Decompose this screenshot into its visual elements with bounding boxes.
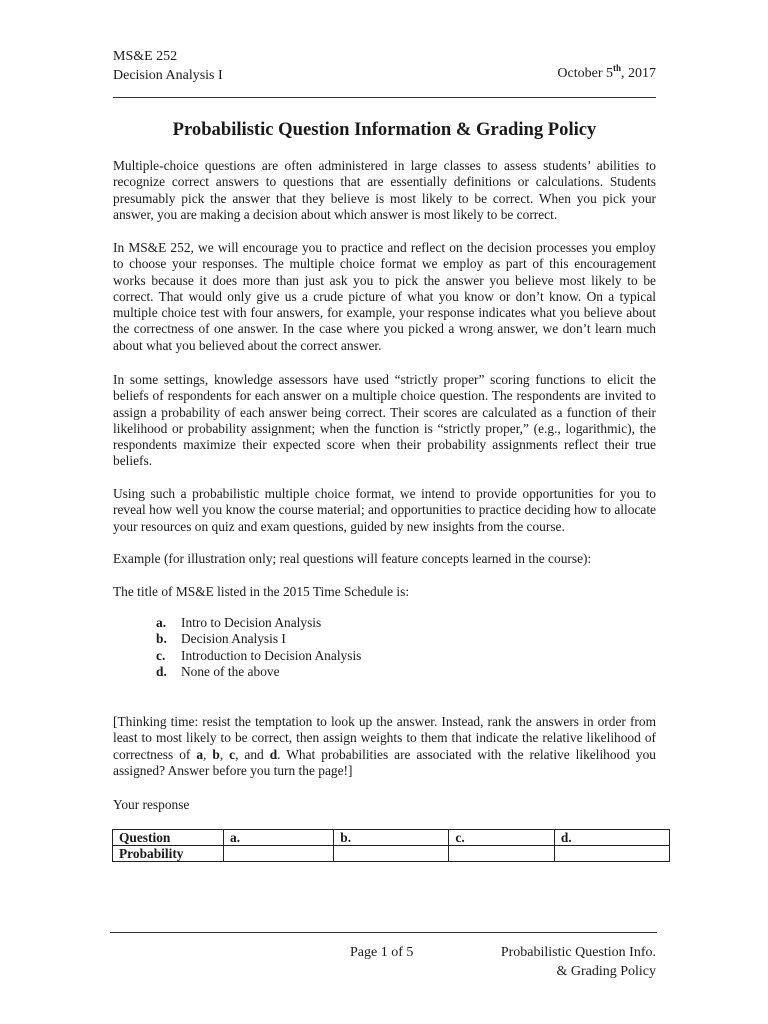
thinking-text-1: [Thinking time: resist the temptation to look up the answer. Instead, rank the answers in order from least to most likely to be correct, then assign weights to them that indicate the relative likelihood of correctness of — [113, 714, 656, 762]
choice-item — [156, 615, 556, 631]
table-row-probability — [113, 846, 670, 862]
paragraph-thinking-time — [113, 714, 656, 779]
thinking-letter-b: b — [212, 746, 220, 762]
footer-doc-title-line-2: & Grading Policy — [556, 964, 656, 979]
response-table — [112, 829, 670, 862]
question-text: The title of MS&E listed in the 2015 Time Schedule is: — [113, 584, 410, 599]
column-header-b: b. — [334, 830, 449, 846]
choice-text: Introduction to Decision Analysis — [181, 647, 362, 663]
footer-doc-title — [501, 943, 656, 981]
choice-item — [156, 631, 556, 647]
paragraph-format: Using such a probabilistic multiple choice format, we intend to provide opportunities for you to reveal how well you know the course material; and opportunities to practice deciding how to allocate your resources on quiz and exam questions, guided by new insights from the course. — [113, 486, 656, 534]
choice-text: None of the above — [181, 663, 280, 679]
choice-text: Decision Analysis I — [181, 631, 286, 647]
date-month-day: October 5 — [557, 66, 613, 81]
date-year: , 2017 — [621, 66, 656, 81]
your-response-label: Your response — [113, 797, 190, 812]
footer-divider — [110, 932, 657, 933]
probability-cell-a[interactable] — [224, 846, 334, 862]
probability-cell-c[interactable] — [449, 846, 554, 862]
probability-cell-b[interactable] — [334, 846, 449, 862]
choice-letter: c. — [156, 647, 166, 663]
thinking-letter-c: c — [229, 746, 236, 762]
document-title: Probabilistic Question Information & Grading Policy — [172, 119, 597, 140]
choice-letter: b. — [156, 631, 167, 647]
question-label-cell: Question — [113, 830, 224, 846]
choice-letter: d. — [156, 663, 167, 679]
thinking-text-2: . What probabilities are associated with the relative likelihood you assigned? Answer before you turn the page!] — [113, 746, 657, 778]
choice-item — [156, 648, 556, 664]
course-title: Decision Analysis I — [113, 68, 223, 83]
header-date — [557, 64, 656, 83]
thinking-sep-2: , — [219, 746, 230, 762]
answer-choices — [156, 615, 556, 680]
header-course-block — [113, 47, 413, 85]
paragraph-intro: Multiple-choice questions are often administered in large classes to assess students’ abilities to recognize correct answers to questions that are essentially definitions or calculations. Students presumably pick the answer that they believe is most likely to be correct. When you pick your answer, you are making a decision about which answer is most likely to be correct. — [113, 158, 656, 222]
paragraph-mse252: In MS&E 252, we will encourage you to practice and reflect on the decision processes you employ to choose your responses. The multiple choice format we employ as part of this encouragement works because it does more than just ask you to pick the answer you believe most likely to be correct. That would only give us a crude picture of what you know or don’t know. On a typical multiple choice test with four answers, for example, your response indicates what you believe about the correctness of one answer. In the case where you picked a wrong answer, we don’t learn much about what you believed about the correct answer. — [113, 240, 656, 353]
page-number: Page 1 of 5 — [350, 945, 414, 960]
choice-item — [156, 664, 556, 680]
date-suffix: th — [612, 63, 621, 73]
thinking-letter-d: d — [269, 746, 278, 762]
thinking-sep-1: , — [203, 746, 213, 762]
choice-letter: a. — [156, 615, 167, 630]
column-header-a: a. — [224, 830, 334, 846]
course-code: MS&E 252 — [113, 49, 178, 64]
thinking-letter-a: a — [196, 746, 204, 762]
table-row-question — [113, 830, 670, 846]
column-header-c: c. — [449, 830, 554, 846]
column-header-d: d. — [554, 830, 669, 846]
thinking-sep-3: , and — [235, 746, 270, 762]
paragraph-scoring: In some settings, knowledge assessors have used “strictly proper” scoring functions to elicit the beliefs of respondents for each answer on a multiple choice question. The respondents are invited to assign a probability of each answer being correct. Their scores are calculated as a function of their likelihood or probability assignment; when the function is “strictly proper,” (e.g., logarithmic), the respondents maximize their expected score when their probability assignments reflect their true beliefs. — [113, 372, 656, 469]
header-divider — [113, 97, 656, 98]
probability-label-cell: Probability — [113, 846, 224, 862]
footer-doc-title-line-1: Probabilistic Question Info. — [500, 945, 656, 960]
paragraph-example: Example (for illustration only; real questions will feature concepts learned in the course): — [113, 551, 592, 566]
choice-text: Intro to Decision Analysis — [181, 615, 322, 630]
probability-cell-d[interactable] — [554, 846, 669, 862]
